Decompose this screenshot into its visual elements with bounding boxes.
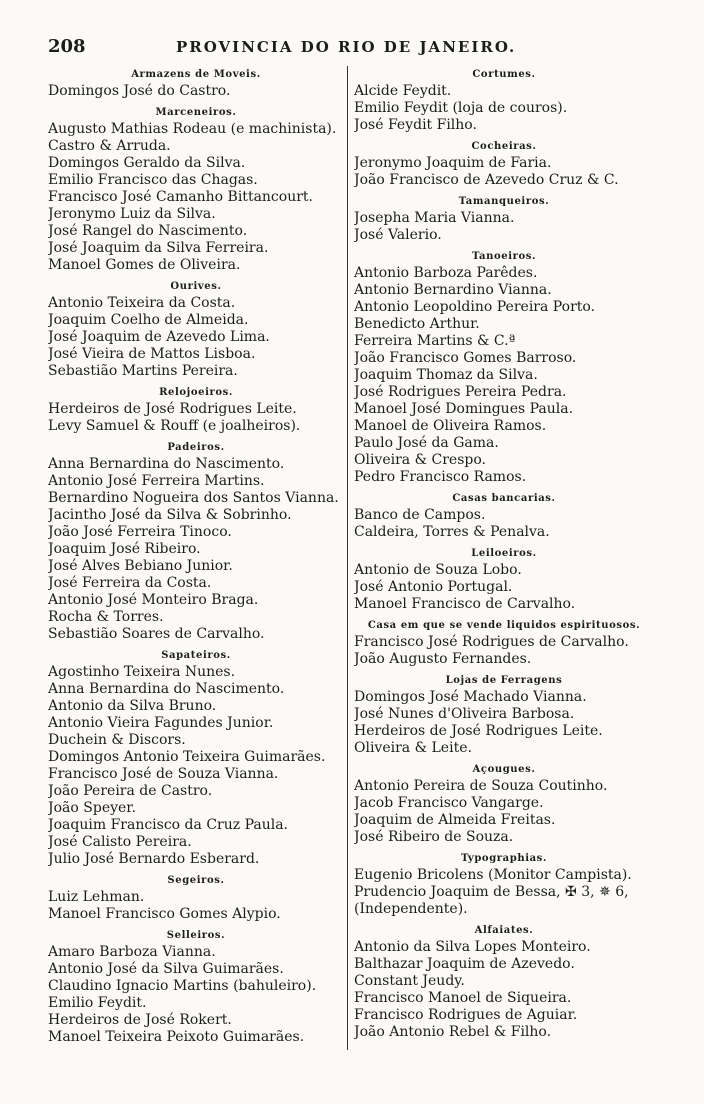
section-heading: Leiloeiros. (471, 548, 537, 559)
directory-entry: Antonio Barboza Parêdes. (354, 265, 538, 281)
page-header (48, 36, 648, 56)
directory-entry: Prudencio Joaquim de Bessa, ✠ 3, ✵ 6, (Independente). (354, 884, 629, 917)
directory-entry: Manoel Gomes de Oliveira. (48, 257, 241, 273)
section-heading: Alfaiates. (474, 925, 534, 936)
section-heading: Lojas de Ferragens (445, 675, 563, 686)
directory-entry: Balthazar Joaquim de Azevedo. (354, 956, 575, 972)
directory-entry: Francisco Manoel de Siqueira. (354, 990, 572, 1006)
directory-entry: José Rangel do Nascimento. (48, 223, 248, 239)
directory-entry: Antonio da Silva Bruno. (48, 698, 217, 714)
column-divider (347, 66, 348, 1050)
directory-entry: Duchein & Discors. (48, 732, 186, 748)
directory-entry: Joaquim Thomaz da Silva. (354, 367, 538, 383)
directory-entry: Jeronymo Luiz da Silva. (48, 206, 216, 222)
directory-entry: Emilio Feydit (loja de couros). (354, 100, 568, 116)
directory-entry: Amaro Barboza Vianna. (48, 944, 216, 960)
directory-entry: Antonio Pereira de Souza Coutinho. (354, 778, 608, 794)
directory-entry: José Rodrigues Pereira Pedra. (354, 384, 567, 400)
directory-entry: Jacintho José da Silva & Sobrinho. (48, 507, 292, 523)
directory-entry: Emilio Feydit. (48, 995, 147, 1011)
directory-entry: Ferreira Martins & C.ª (354, 333, 516, 349)
section-heading: Selleiros. (166, 930, 226, 941)
directory-entry: Herdeiros de José Rokert. (48, 1012, 232, 1028)
directory-entry: Augusto Mathias Rodeau (e machinista). (48, 121, 337, 137)
directory-entry: José Nunes d'Oliveira Barbosa. (354, 706, 575, 722)
directory-entry: Joaquim José Ribeiro. (48, 541, 201, 557)
right-column (354, 66, 654, 1045)
directory-entry: José Vieira de Mattos Lisboa. (48, 346, 256, 362)
directory-entry: Domingos José do Castro. (48, 83, 231, 99)
section-heading: Casas bancarias. (452, 493, 556, 504)
section-heading: Cortumes. (472, 69, 536, 80)
directory-entry: Domingos José Machado Vianna. (354, 689, 587, 705)
directory-entry: Emilio Francisco das Chagas. (48, 172, 258, 188)
directory-entry: Paulo José da Gama. (354, 435, 499, 451)
directory-entry: Oliveira & Leite. (354, 740, 472, 756)
directory-entry: José Ribeiro de Souza. (354, 829, 514, 845)
section-heading: Padeiros. (167, 442, 225, 453)
directory-entry: Luiz Lehman. (48, 889, 145, 905)
directory-entry: Rocha & Torres. (48, 609, 164, 625)
directory-entry: Josepha Maria Vianna. (354, 210, 515, 226)
section-heading: Marceneiros. (155, 107, 237, 118)
directory-entry: Manoel Teixeira Peixoto Guimarães. (48, 1029, 305, 1045)
directory-entry: Francisco Rodrigues de Aguiar. (354, 1007, 578, 1023)
directory-entry: Herdeiros de José Rodrigues Leite. (354, 723, 603, 739)
section-heading: Sapateiros. (161, 650, 231, 661)
directory-entry: José Antonio Portugal. (354, 579, 513, 595)
directory-entry: Manoel de Oliveira Ramos. (354, 418, 547, 434)
directory-entry: Jeronymo Joaquim de Faria. (354, 155, 552, 171)
directory-entry: Manoel José Domingues Paula. (354, 401, 574, 417)
directory-entry: Castro & Arruda. (48, 138, 171, 154)
directory-entry: Antonio Bernardino Vianna. (354, 282, 552, 298)
directory-entry: Constant Jeudy. (354, 973, 465, 989)
directory-entry: Manoel Francisco Gomes Alypio. (48, 906, 281, 922)
directory-entry: Anna Bernardina do Nascimento. (48, 456, 285, 472)
directory-entry: Francisco José Camanho Bittancourt. (48, 189, 313, 205)
section-heading: Tanoeiros. (471, 251, 537, 262)
section-spacer (354, 1041, 654, 1045)
section-heading: Casa em que se vende liquidos espirituosos. (367, 620, 641, 631)
directory-entry: Levy Samuel & Rouff (e joalheiros). (48, 418, 301, 434)
section-heading: Armazens de Moveis. (131, 69, 261, 80)
directory-entry: Julio José Bernardo Esberard. (48, 851, 260, 867)
directory-entry: José Ferreira da Costa. (48, 575, 212, 591)
section-heading: Ourives. (170, 281, 222, 292)
directory-entry: Benedicto Arthur. (354, 316, 480, 332)
directory-entry: Francisco José de Souza Vianna. (48, 766, 279, 782)
section-heading: Relojoeiros. (159, 387, 233, 398)
directory-entry: Antonio de Souza Lobo. (354, 562, 522, 578)
directory-entry: Alcide Feydit. (354, 83, 452, 99)
directory-entry: Sebastião Soares de Carvalho. (48, 626, 265, 642)
section-heading: Segeiros. (167, 875, 225, 886)
directory-entry: João Augusto Fernandes. (354, 651, 532, 667)
directory-entry: José Feydit Filho. (354, 117, 477, 133)
directory-entry: Joaquim Coelho de Almeida. (48, 312, 249, 328)
directory-entry: Eugenio Bricolens (Monitor Campista). (354, 867, 632, 883)
directory-entry: Antonio Teixeira da Costa. (48, 295, 236, 311)
directory-entry: Oliveira & Crespo. (354, 452, 486, 468)
directory-entry: Jacob Francisco Vangarge. (354, 795, 544, 811)
directory-entry: Joaquim de Almeida Freitas. (354, 812, 556, 828)
page-number: 208 (48, 36, 86, 57)
directory-entry: José Joaquim da Silva Ferreira. (48, 240, 269, 256)
directory-entry: Antonio Leopoldino Pereira Porto. (354, 299, 596, 315)
directory-entry: José Alves Bebiano Junior. (48, 558, 233, 574)
directory-entry: Domingos Antonio Teixeira Guimarães. (48, 749, 326, 765)
directory-entry: Herdeiros de José Rodrigues Leite. (48, 401, 297, 417)
directory-entry: João Pereira de Castro. (48, 783, 213, 799)
section-heading: Typographias. (460, 853, 547, 864)
directory-entry: Antonio José Monteiro Braga. (48, 592, 259, 608)
directory-entry: Manoel Francisco de Carvalho. (354, 596, 576, 612)
directory-entry: Antonio Vieira Fagundes Junior. (48, 715, 274, 731)
directory-entry: Antonio José da Silva Guimarães. (48, 961, 284, 977)
directory-entry: João Antonio Rebel & Filho. (354, 1024, 552, 1040)
directory-entry: João José Ferreira Tinoco. (48, 524, 232, 540)
section-heading: Tamanqueiros. (458, 196, 550, 207)
directory-entry: Caldeira, Torres & Penalva. (354, 524, 550, 540)
directory-entry: Sebastião Martins Pereira. (48, 363, 238, 379)
section-heading: Cocheiras. (471, 141, 537, 152)
section-heading: Açougues. (472, 764, 536, 775)
directory-entry: Agostinho Teixeira Nunes. (48, 664, 236, 680)
directory-entry: Bernardino Nogueira dos Santos Vianna. (48, 490, 339, 506)
directory-entry: João Speyer. (48, 800, 136, 816)
directory-entry: Pedro Francisco Ramos. (354, 469, 527, 485)
directory-entry: Domingos Geraldo da Silva. (48, 155, 246, 171)
directory-entry: Joaquim Francisco da Cruz Paula. (48, 817, 288, 833)
directory-entry: Antonio da Silva Lopes Monteiro. (354, 939, 591, 955)
directory-entry: Banco de Campos. (354, 507, 486, 523)
running-title: PROVINCIA DO RIO DE JANEIRO. (176, 38, 517, 56)
directory-entry: João Francisco de Azevedo Cruz & C. (354, 172, 619, 188)
directory-entry: Antonio José Ferreira Martins. (48, 473, 265, 489)
directory-entry: João Francisco Gomes Barroso. (354, 350, 577, 366)
directory-entry: Claudino Ignacio Martins (bahuleiro). (48, 978, 317, 994)
directory-entry: Anna Bernardina do Nascimento. (48, 681, 285, 697)
directory-entry: José Calisto Pereira. (48, 834, 192, 850)
directory-entry: José Joaquim de Azevedo Lima. (48, 329, 270, 345)
section-spacer (48, 1046, 344, 1050)
directory-entry: José Valerio. (354, 227, 442, 243)
directory-entry: Francisco José Rodrigues de Carvalho. (354, 634, 629, 650)
left-column (48, 66, 344, 1050)
